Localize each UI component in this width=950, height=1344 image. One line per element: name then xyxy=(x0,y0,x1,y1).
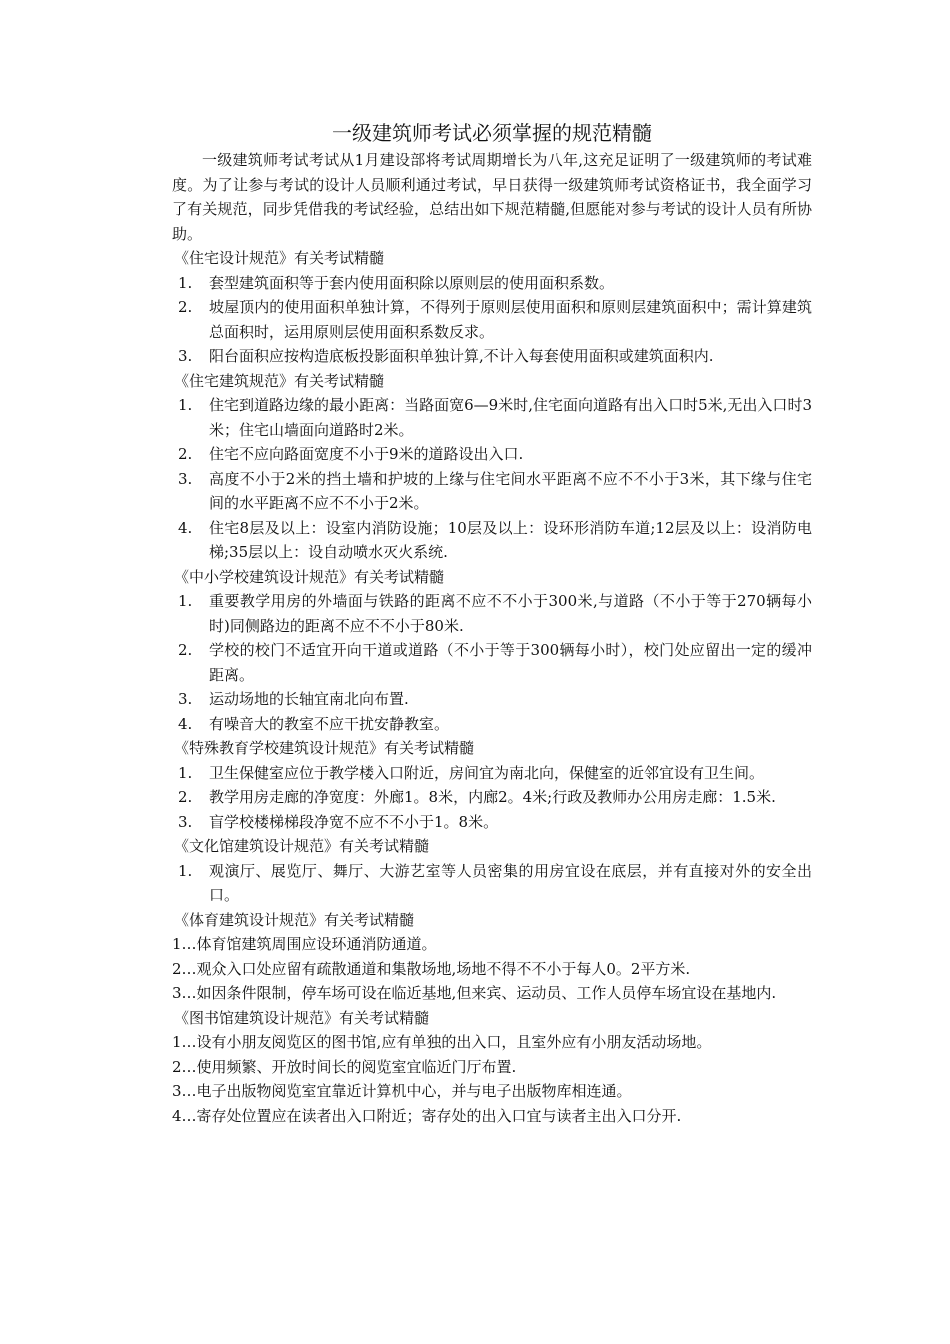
list-item xyxy=(172,810,812,835)
section-heading: 《住宅设计规范》有关考试精髓 xyxy=(174,249,385,267)
list-item-text: 重要教学用房的外墙面与铁路的距离不应不不小于300米,与道路（不小于等于270辆每小时)同侧路边的距离不应不不小于80米. xyxy=(209,592,812,635)
list-item-text: 住宅到道路边缘的最小距离：当路面宽6—9米时,住宅面向道路有出入口时5米,无出入口时3米；住宅山墙面向道路时2米。 xyxy=(209,396,812,439)
list-item-text: 阳台面积应按构造底板投影面积单独计算,不计入每套使用面积或建筑面积内. xyxy=(209,347,714,365)
list-number: 3. xyxy=(178,812,193,831)
list-item: 4…寄存处位置应在读者出入口附近；寄存处的出入口宜与读者主出入口分开. xyxy=(172,1106,682,1125)
list-item-text: 盲学校楼梯梯段净宽不应不不小于1。8米。 xyxy=(209,812,499,831)
list-item-text: 教学用房走廊的净宽度：外廊1。8米，内廊2。4米;行政及教师办公用房走廊：1.5米. xyxy=(209,788,776,806)
list-item xyxy=(172,785,812,810)
list-item-text: 住宅不应向路面宽度不小于9米的道路设出入口. xyxy=(209,445,524,463)
list-number: 1. xyxy=(178,763,193,782)
section-heading: 《中小学校建筑设计规范》有关考试精髓 xyxy=(174,567,445,586)
list-item xyxy=(172,516,812,565)
list-number: 2. xyxy=(178,641,193,659)
document-body xyxy=(172,118,812,1128)
list-number: 3. xyxy=(178,469,193,488)
list-item xyxy=(172,712,812,737)
list-number: 1. xyxy=(178,273,193,292)
section-heading: 《特殊教育学校建筑设计规范》有关考试精髓 xyxy=(174,739,475,757)
list-item-text: 住宅8层及以上：设室内消防设施；10层及以上：设环形消防车道;12层及以上：设消防电梯;35层以上：设自动喷水灭火系统. xyxy=(209,518,812,561)
list-item xyxy=(172,271,812,296)
list-number: 1. xyxy=(178,396,193,414)
numbered-list xyxy=(172,393,812,565)
list-number: 3. xyxy=(178,690,193,708)
section-heading: 《文化馆建筑设计规范》有关考试精髓 xyxy=(174,837,430,855)
list-item xyxy=(172,467,812,516)
intro-paragraph: 一级建筑师考试考试从1月建设部将考试周期增长为八年,这充足证明了一级建筑师的考试难度。为了让参与考试的设计人员顺利通过考试，早日获得一级建筑师考试资格证书，我全面学习了有关规范，同步凭借我的考试经验，总结出如下规范精髓,但愿能对参与考试的设计人员有所协助。 xyxy=(172,151,812,243)
list-item xyxy=(172,687,812,712)
list-item xyxy=(172,393,812,442)
list-item: 2…观众入口处应留有疏散通道和集散场地,场地不得不不小于每人0。2平方米. xyxy=(172,959,691,978)
list-item-text: 高度不小于2米的挡土墙和护坡的上缘与住宅间水平距离不应不不小于3米，其下缘与住宅间的水平距离不应不不小于2米。 xyxy=(209,469,812,512)
numbered-list xyxy=(172,859,812,908)
numbered-list xyxy=(172,761,812,835)
list-item xyxy=(172,589,812,638)
numbered-list xyxy=(172,589,812,736)
numbered-list xyxy=(172,271,812,369)
section-heading: 《住宅建筑规范》有关考试精髓 xyxy=(174,371,385,390)
list-number: 1. xyxy=(178,592,193,610)
list-item: 3…电子出版物阅览室宜靠近计算机中心，并与电子出版物库相连通。 xyxy=(172,1082,632,1100)
section-heading: 《图书馆建筑设计规范》有关考试精髓 xyxy=(174,1008,430,1027)
list-number: 4. xyxy=(178,518,193,537)
list-number: 2. xyxy=(178,445,193,463)
list-number: 2. xyxy=(178,298,193,316)
list-item xyxy=(172,295,812,344)
list-item xyxy=(172,442,812,467)
list-number: 2. xyxy=(178,788,193,806)
list-item-text: 运动场地的长轴宜南北向布置. xyxy=(209,690,409,708)
list-number: 1. xyxy=(178,861,193,880)
list-item-text: 有噪音大的教室不应干扰安静教室。 xyxy=(209,714,450,733)
list-item-text: 学校的校门不适宜开向干道或道路（不小于等于300辆每小时），校门处应留出一定的缓冲距离。 xyxy=(209,641,812,684)
list-item: 1…体育馆建筑周围应设环通消防通道。 xyxy=(172,935,437,953)
list-item xyxy=(172,638,812,687)
list-item xyxy=(172,344,812,369)
list-item-text: 坡屋顶内的使用面积单独计算，不得列于原则层使用面积和原则层建筑面积中；需计算建筑总面积时，运用原则层使用面积系数反求。 xyxy=(209,298,812,341)
list-item-text: 套型建筑面积等于套内使用面积除以原则层的使用面积系数。 xyxy=(209,273,615,292)
list-item-text: 观演厅、展览厅、舞厅、大游艺室等人员密集的用房宜设在底层，并有直接对外的安全出口。 xyxy=(209,861,812,904)
list-item-text: 卫生保健室应位于教学楼入口附近，房间宜为南北向，保健室的近邻宜设有卫生间。 xyxy=(209,763,765,782)
list-item: 2…使用频繁、开放时间长的阅览室宜临近门厅布置. xyxy=(172,1057,517,1076)
document-title: 一级建筑师考试必须掌握的规范精髓 xyxy=(332,121,652,145)
list-item xyxy=(172,859,812,908)
list-item: 3…如因条件限制，停车场可设在临近基地,但来宾、运动员、工作人员停车场宜设在基地内. xyxy=(172,984,777,1002)
list-item xyxy=(172,761,812,786)
section-heading: 《体育建筑设计规范》有关考试精髓 xyxy=(174,910,415,929)
list-item: 1…设有小朋友阅览区的图书馆,应有单独的出入口，且室外应有小朋友活动场地。 xyxy=(172,1033,712,1051)
list-number: 3. xyxy=(178,347,193,365)
list-number: 4. xyxy=(178,714,193,733)
